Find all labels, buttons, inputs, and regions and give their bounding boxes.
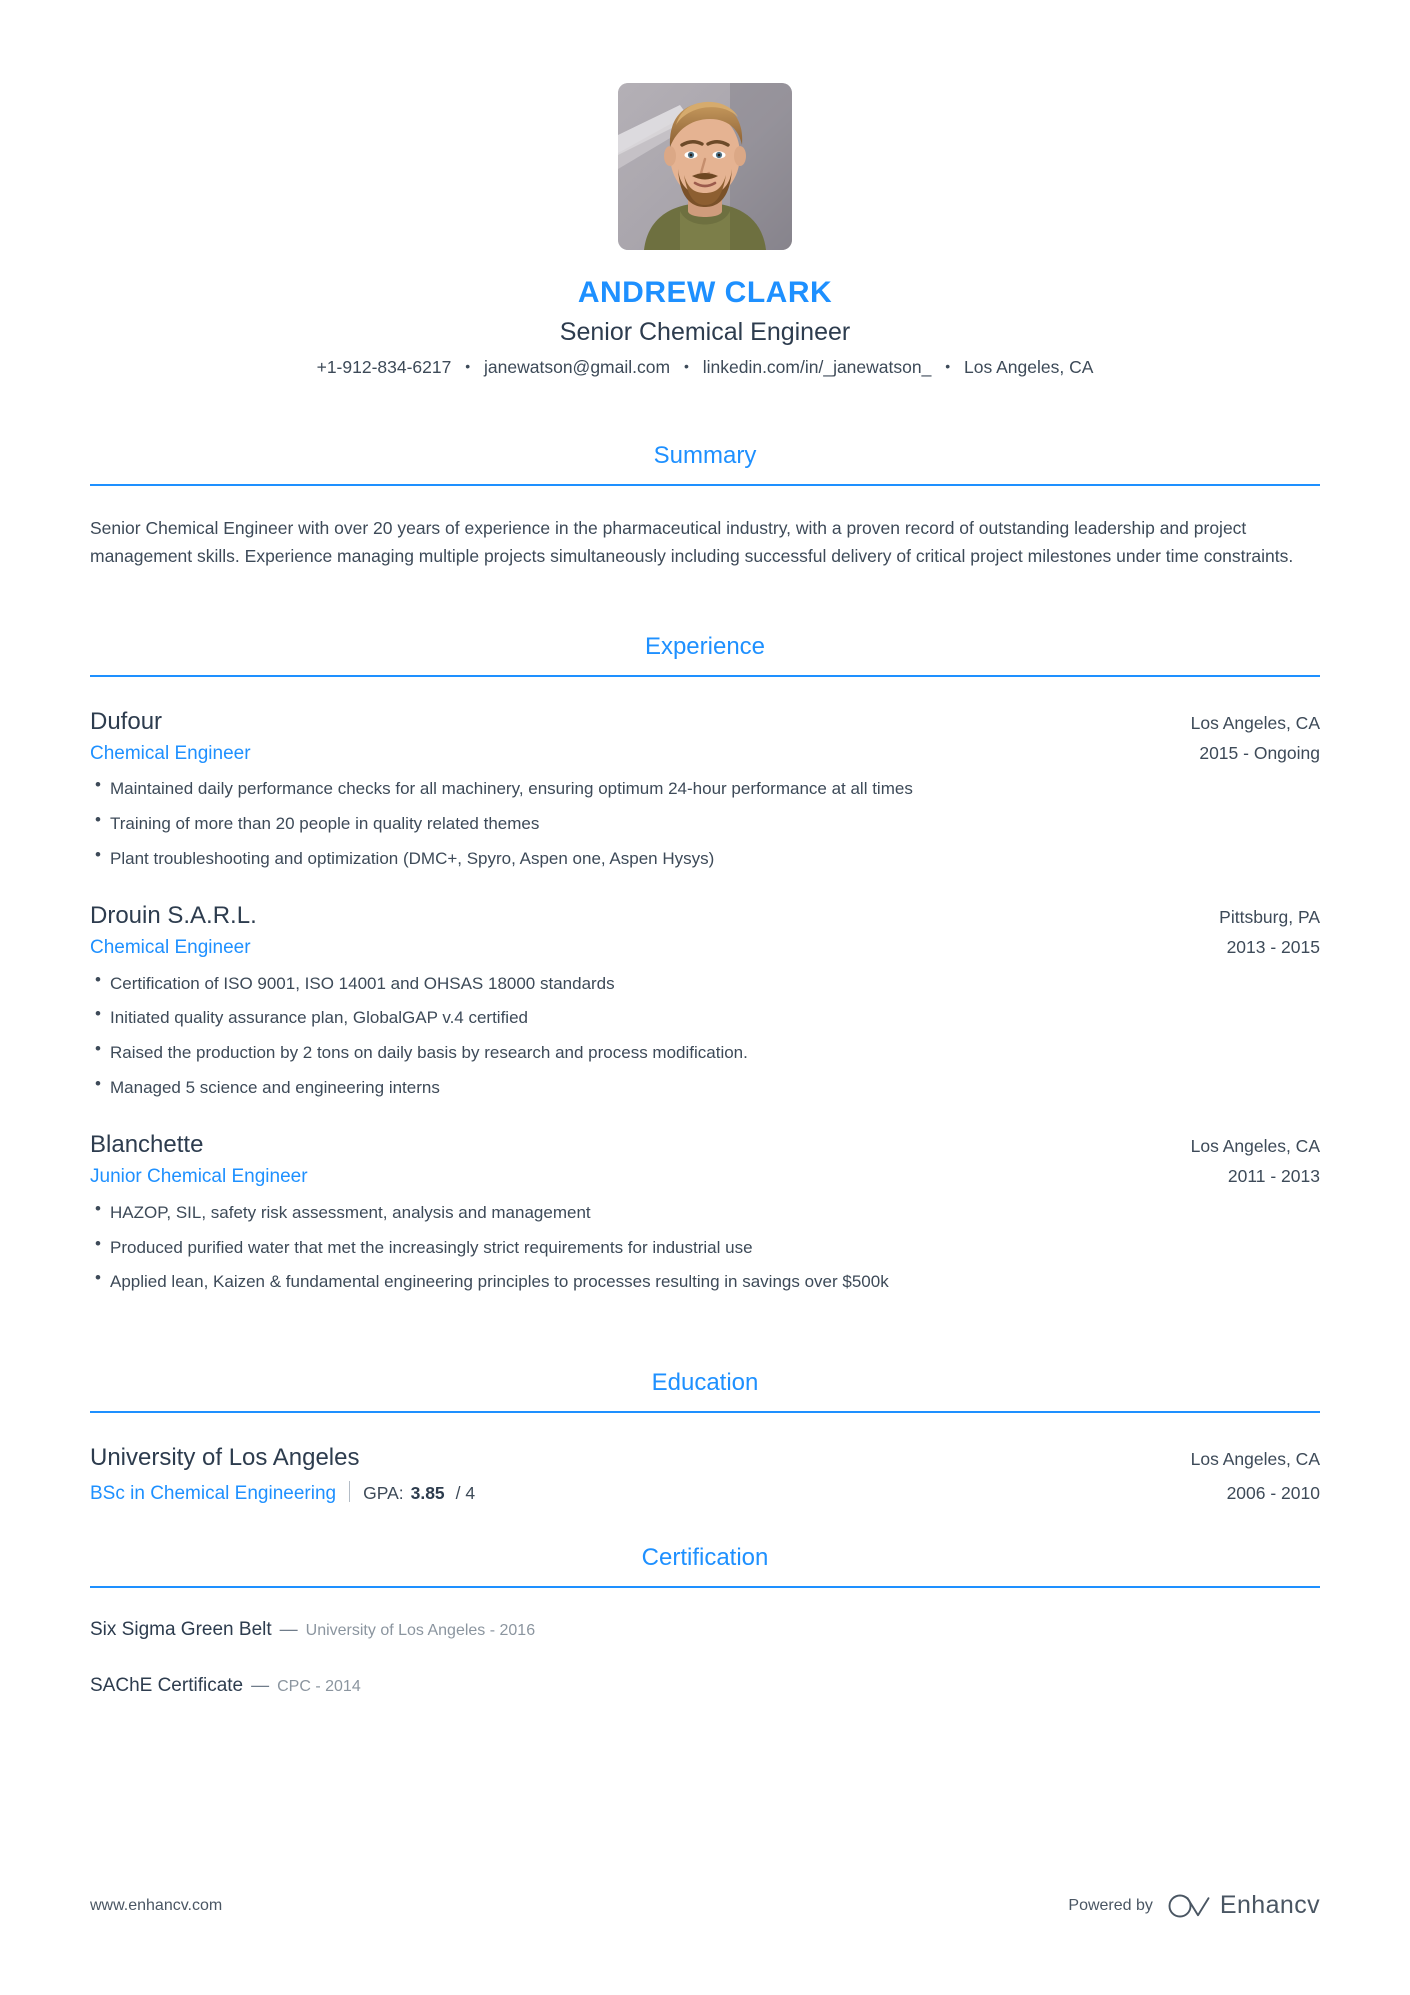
experience-entry-subheader — [90, 1165, 1320, 1190]
education-degree: BSc in Chemical Engineering — [90, 1482, 337, 1504]
profile-photo-illustration — [618, 83, 792, 250]
experience-role: Chemical Engineer — [90, 742, 251, 764]
education-school: University of Los Angeles — [90, 1443, 360, 1471]
footer-branding — [1068, 1891, 1320, 1920]
section-education — [0, 1369, 1410, 1506]
certification-entry — [90, 1618, 1320, 1643]
experience-entry-subheader — [90, 936, 1320, 961]
powered-by-label: Powered by — [1068, 1896, 1153, 1914]
spacer — [0, 1506, 1410, 1544]
list-item: • Maintained daily performance checks for all machinery, ensuring optimum 24-hour performance at all times — [90, 777, 1320, 802]
certification-list — [90, 1618, 1320, 1698]
enhancv-brand-name: Enhancv — [1219, 1891, 1320, 1919]
experience-entry-header — [90, 901, 1320, 931]
experience-company: Dufour — [90, 707, 163, 735]
contact-line — [0, 356, 1410, 379]
experience-entry — [90, 1130, 1320, 1295]
contact-email[interactable]: janewatson@gmail.com — [484, 356, 671, 377]
job-title: Senior Chemical Engineer — [559, 317, 851, 346]
experience-location: Los Angeles, CA — [1190, 712, 1320, 733]
section-divider — [90, 484, 1320, 486]
page-footer — [0, 1891, 1410, 1920]
contact-separator-icon: • — [683, 357, 689, 374]
section-divider — [90, 1586, 1320, 1588]
spacer — [0, 1305, 1410, 1369]
certification-name: Six Sigma Green Belt — [90, 1619, 272, 1641]
section-certification — [0, 1544, 1410, 1698]
education-entry-header — [90, 1443, 1320, 1473]
summary-text: Senior Chemical Engineer with over 20 years of experience in the pharmaceutical industry, with a proven record of outstanding leadership and project management skills. Experience managing multiple projects simultaneously including successful delivery of critical project milestones under time constraints. — [90, 518, 1294, 567]
section-summary — [0, 442, 1410, 570]
summary-block — [90, 514, 1320, 571]
section-heading-summary: Summary — [653, 442, 757, 470]
page-title: ANDREW CLARK — [577, 276, 833, 309]
contact-location: Los Angeles, CA — [964, 356, 1094, 377]
list-item: • Produced purified water that met the increasingly strict requirements for industrial use — [90, 1236, 1320, 1261]
section-heading-certification: Certification — [641, 1544, 769, 1572]
vertical-divider — [349, 1481, 350, 1502]
experience-role: Chemical Engineer — [90, 937, 251, 959]
education-dates: 2006 - 2010 — [1226, 1482, 1320, 1503]
section-heading-education: Education — [651, 1369, 759, 1396]
section-heading-experience: Experience — [644, 632, 766, 660]
certification-entry — [90, 1674, 1320, 1699]
experience-location: Los Angeles, CA — [1190, 1136, 1320, 1157]
list-item: • Plant troubleshooting and optimization (DMC+, Spyro, Aspen one, Aspen Hysys) — [90, 847, 1320, 872]
list-item: • HAZOP, SIL, safety risk assessment, analysis and management — [90, 1201, 1320, 1226]
section-divider — [90, 675, 1320, 677]
section-experience — [0, 633, 1410, 1295]
spacer — [0, 378, 1410, 442]
experience-entry — [90, 707, 1320, 872]
avatar — [618, 83, 792, 250]
experience-bullets — [90, 777, 1320, 871]
list-item: • Training of more than 20 people in quality related themes — [90, 812, 1320, 837]
gpa-max: / 4 — [455, 1482, 476, 1503]
experience-entry-header — [90, 1130, 1320, 1160]
list-item: • Initiated quality assurance plan, GlobalGAP v.4 certified — [90, 1006, 1320, 1031]
spacer — [0, 571, 1410, 633]
section-divider — [90, 1411, 1320, 1413]
education-entry — [90, 1443, 1320, 1507]
list-item: • Raised the production by 2 tons on daily basis by research and process modification. — [90, 1041, 1320, 1066]
contact-phone: +1-912-834-6217 — [316, 356, 452, 377]
em-dash-icon: — — [279, 1619, 298, 1640]
experience-dates: 2015 - Ongoing — [1199, 742, 1320, 763]
contact-linkedin[interactable]: linkedin.com/in/_janewatson_ — [702, 356, 932, 377]
experience-company: Blanchette — [90, 1131, 204, 1159]
gpa-value: 3.85 — [410, 1482, 445, 1503]
experience-entry — [90, 901, 1320, 1100]
resume-header — [0, 0, 1410, 378]
education-entry-subheader — [90, 1478, 1320, 1507]
experience-bullets — [90, 1201, 1320, 1295]
footer-website-url[interactable]: www.enhancv.com — [90, 1896, 223, 1914]
list-item: • Managed 5 science and engineering interns — [90, 1076, 1320, 1101]
education-location: Los Angeles, CA — [1190, 1448, 1320, 1469]
experience-dates: 2011 - 2013 — [1227, 1166, 1320, 1187]
experience-bullets — [90, 972, 1320, 1101]
experience-entry-subheader — [90, 742, 1320, 767]
experience-role: Junior Chemical Engineer — [90, 1166, 308, 1188]
gpa-label: GPA: — [363, 1482, 404, 1503]
enhancv-brand — [1167, 1891, 1320, 1920]
experience-dates: 2013 - 2015 — [1226, 937, 1320, 958]
em-dash-icon: — — [251, 1674, 270, 1695]
list-item: • Applied lean, Kaizen & fundamental engineering principles to processes resulting in savings over $500k — [90, 1270, 1320, 1295]
certification-meta: University of Los Angeles - 2016 — [305, 1622, 536, 1640]
education-degree-row — [90, 1478, 475, 1507]
certification-meta: CPC - 2014 — [277, 1677, 361, 1695]
experience-entry-header — [90, 707, 1320, 737]
enhancv-logo-icon — [1167, 1892, 1211, 1920]
list-item: • Certification of ISO 9001, ISO 14001 and OHSAS 18000 standards — [90, 972, 1320, 997]
certification-name: SAChE Certificate — [90, 1674, 244, 1696]
contact-separator-icon: • — [465, 357, 471, 374]
experience-company: Drouin S.A.R.L. — [90, 902, 257, 930]
experience-location: Pittsburg, PA — [1219, 907, 1320, 928]
contact-separator-icon: • — [945, 357, 951, 374]
